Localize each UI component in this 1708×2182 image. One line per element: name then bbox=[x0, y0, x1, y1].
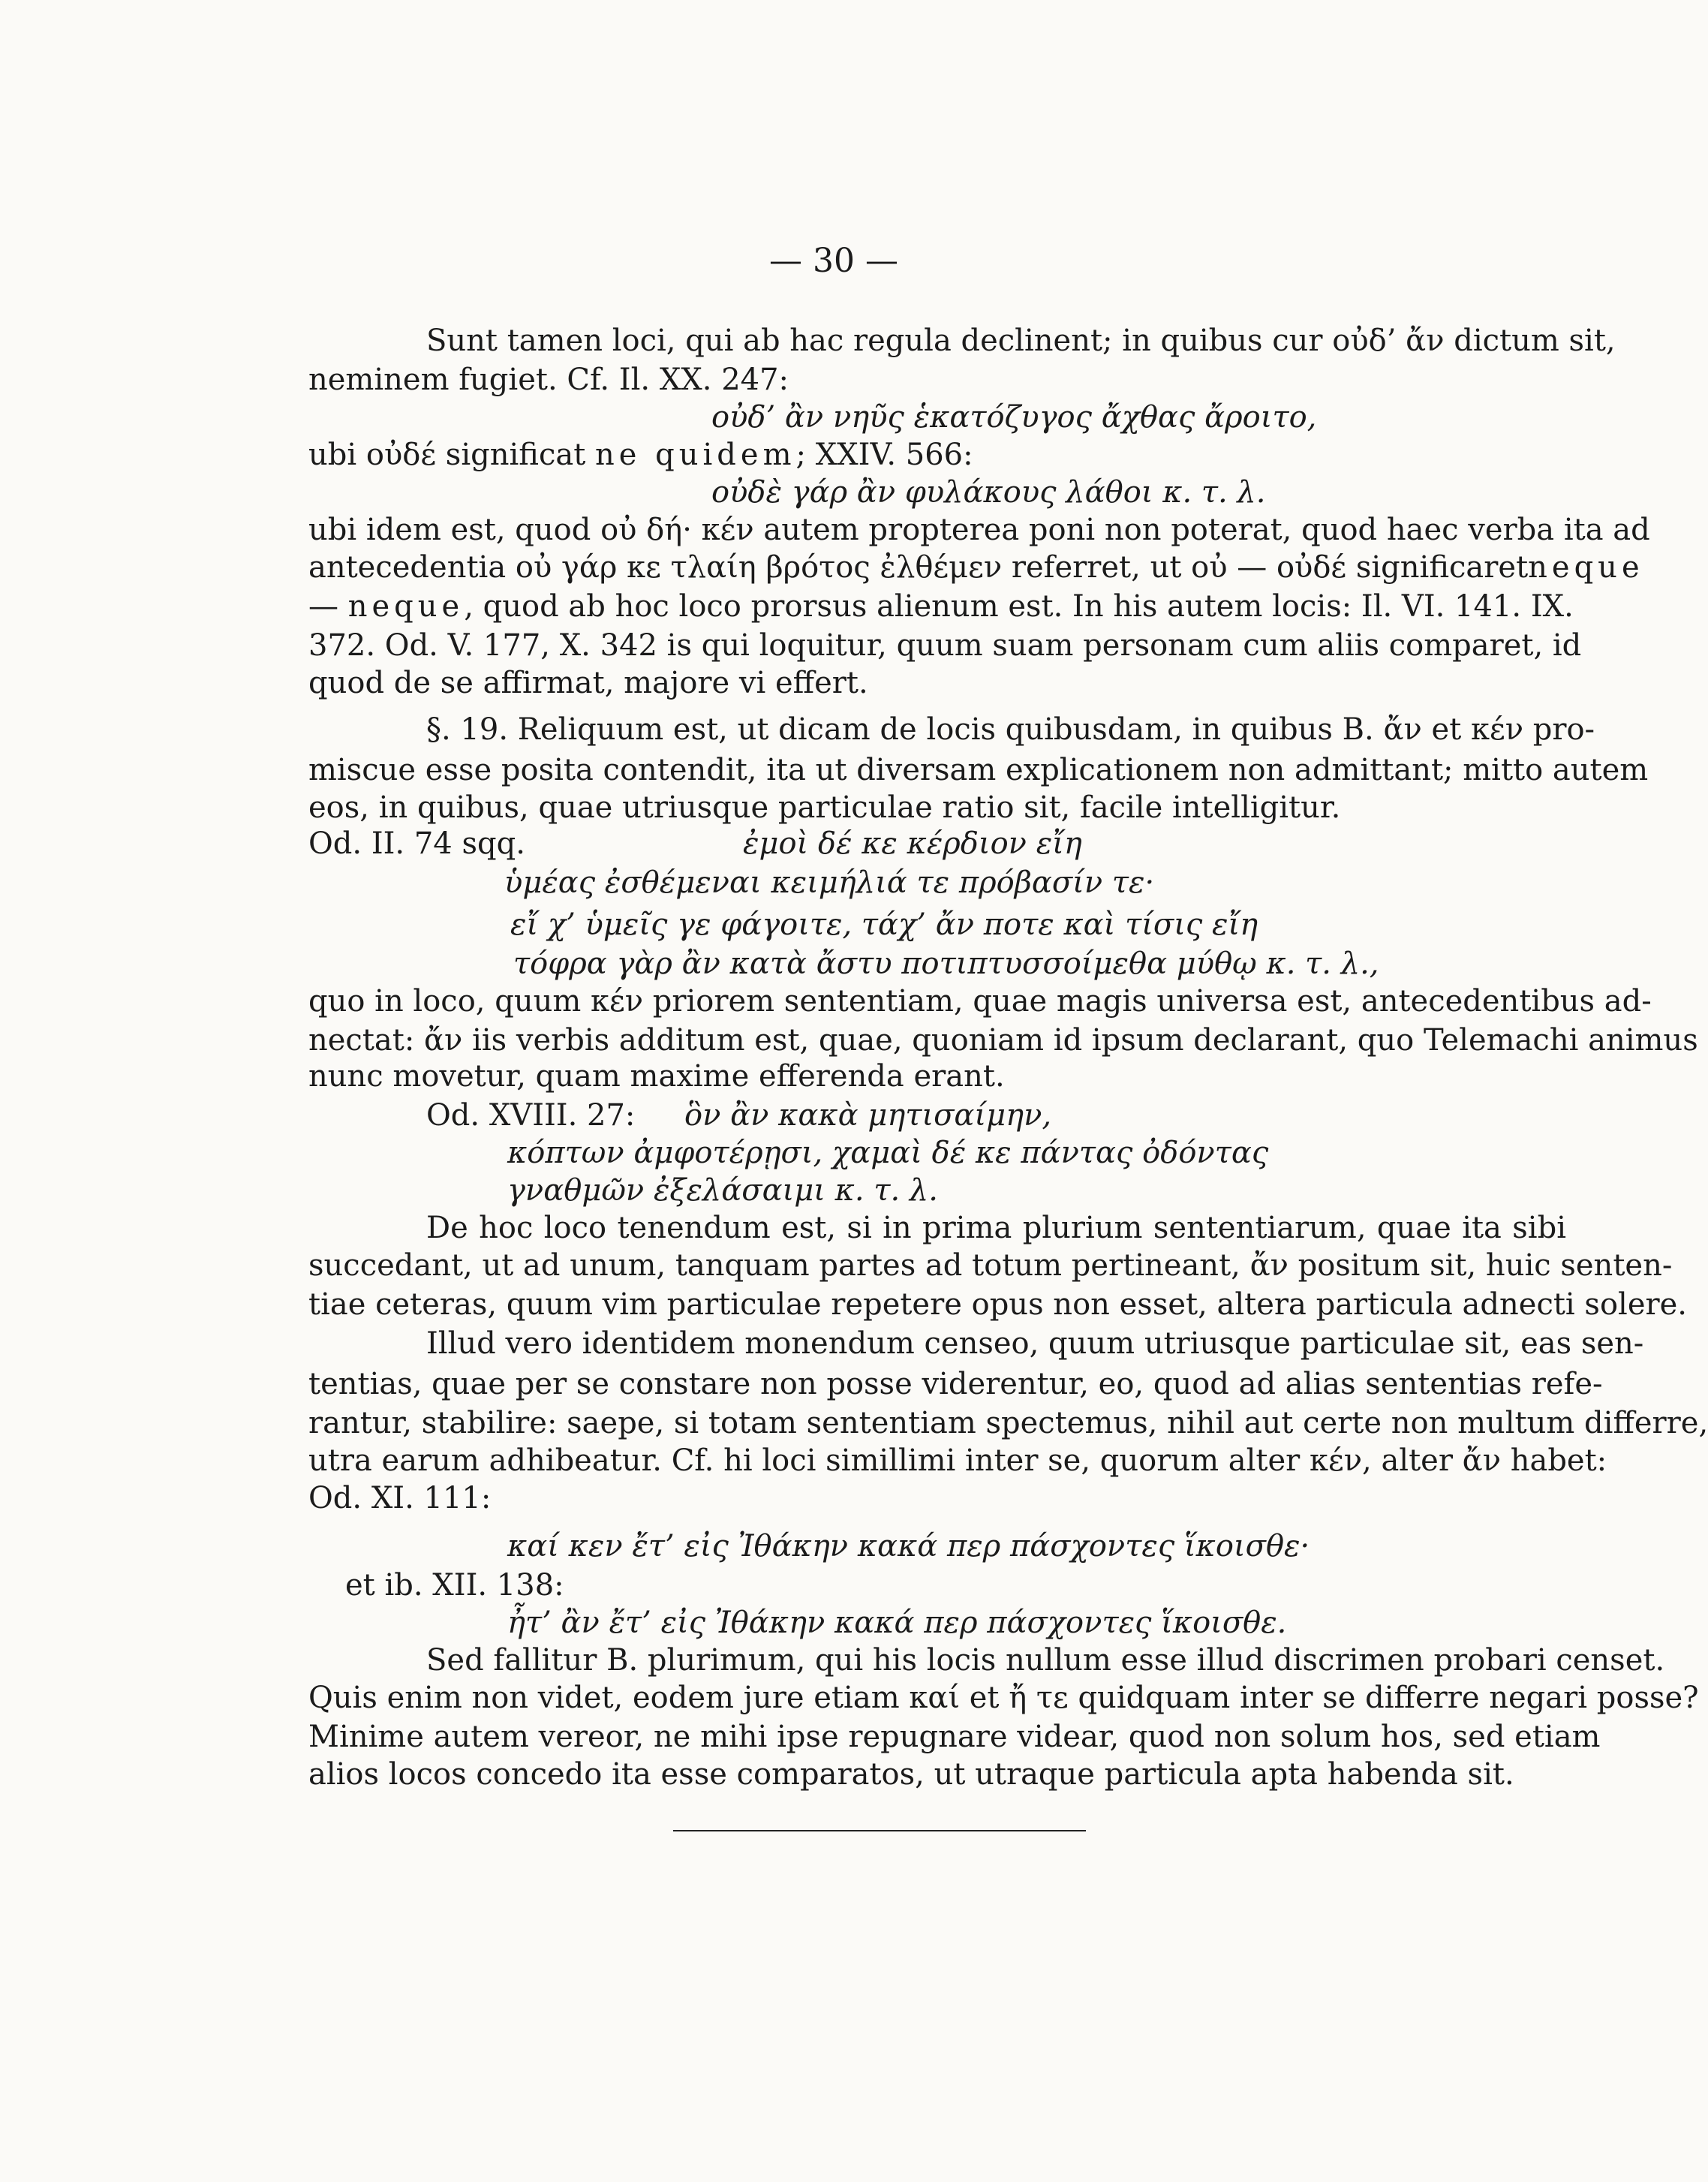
text-line: De hoc loco tenendum est, si in prima plurium sententiarum, quae ita sibi bbox=[426, 1211, 1566, 1245]
text-span: ; XXIV. 566: bbox=[795, 438, 973, 472]
text-line: 372. Od. V. 177, X. 342 is qui loquitur, quum suam personam cum aliis comparet, id bbox=[308, 628, 1582, 663]
text-line: neminem fugiet. Cf. Il. XX. 247: bbox=[308, 363, 789, 397]
greek-quote: ἦτ’ ἂν ἔτ’ εἰς Ἰθάκην κακά περ πάσχοντες ἵκοισθε. bbox=[507, 1606, 1287, 1640]
reference: et ib. XII. 138: bbox=[345, 1568, 564, 1603]
text-line: rantur, stabilire: saepe, si totam sententiam spectemus, nihil aut certe non multum differre, bbox=[308, 1406, 1708, 1440]
greek-quote: κόπτων ἀμφοτέρῃσι, χαμαὶ δέ κε πάντας ὀδόντας bbox=[507, 1136, 1269, 1170]
greek-quote: καί κεν ἔτ’ εἰς Ἰθάκην κακά περ πάσχοντες ἵκοισθε· bbox=[507, 1529, 1310, 1564]
text-line bbox=[308, 435, 1566, 474]
emphasis-span: ne quidem bbox=[595, 438, 796, 472]
text-line: ubi idem est, quod οὐ δή· κέν autem propterea poni non poterat, quod haec verba ita ad bbox=[308, 513, 1650, 547]
greek-quote: γναθμῶν ἐξελάσαιμι κ. τ. λ. bbox=[507, 1173, 938, 1208]
text-span: ubi οὐδέ significat bbox=[308, 438, 586, 472]
text-line: Sed fallitur B. plurimum, qui his locis nullum esse illud discrimen probari censet. bbox=[426, 1643, 1665, 1678]
greek-quote: οὐδ’ ἂν νηῦς ἑκατόζυγος ἄχθας ἄροιτο, bbox=[711, 400, 1317, 435]
reference: Od. XI. 111: bbox=[308, 1481, 492, 1515]
reference: Od. XVIII. 27: bbox=[426, 1098, 636, 1133]
text-line bbox=[308, 587, 1574, 626]
text-span: — bbox=[308, 589, 338, 624]
text-line: utra earum adhibeatur. Cf. hi loci simillimi inter se, quorum alter κέν, alter ἄν habet: bbox=[308, 1443, 1607, 1478]
text-span: antecedentia οὐ γάρ κε τλαίη βρότος ἐλθέμεν referret, ut οὐ — οὐδέ significaret bbox=[308, 550, 1529, 585]
text-line: §. 19. Reliquum est, ut dicam de locis quibusdam, in quibus B. ἄν et κέν pro- bbox=[426, 712, 1595, 747]
text-line: eos, in quibus, quae utriusque particulae ratio sit, facile intelligitur. bbox=[308, 790, 1341, 825]
emphasis-span: neque bbox=[347, 589, 465, 624]
text-line: quod de se affirmat, majore vi effert. bbox=[308, 666, 868, 700]
page-number: — 30 — bbox=[769, 242, 898, 280]
text-line: nectat: ἄν iis verbis additum est, quae, quoniam id ipsum declarant, quo Telemachi animus bbox=[308, 1023, 1698, 1058]
text-line: alios locos concedo ita esse comparatos, ut utraque particula apta habenda sit. bbox=[308, 1757, 1514, 1792]
emphasis-span: neque bbox=[1528, 550, 1644, 585]
text-line: nunc movetur, quam maxime efferenda erant. bbox=[308, 1059, 1005, 1094]
greek-quote: οὐδὲ γάρ ἂν φυλάκους λάθοι κ. τ. λ. bbox=[711, 475, 1266, 510]
greek-quote: τόφρα γὰρ ἂν κατὰ ἄστυ ποτιπτυσσοίμεθα μύθῳ κ. τ. λ., bbox=[513, 947, 1379, 981]
text-span: , quod ab hoc loco prorsus alienum est. In his autem locis: Il. VI. 141. IX. bbox=[464, 589, 1574, 624]
text-line: Illud vero identidem monendum censeo, quum utriusque particulae sit, eas sen- bbox=[426, 1326, 1644, 1361]
reference: Od. II. 74 sqq. bbox=[308, 826, 525, 861]
text-line: Quis enim non videt, eodem jure etiam καί et ἤ τε quidquam inter se differre negari posse? bbox=[308, 1681, 1699, 1715]
greek-quote: ὑμέας ἐσθέμεναι κειμήλιά τε πρόβασίν τε· bbox=[504, 865, 1155, 900]
greek-quote: ὃν ἂν κακὰ μητισαίμην, bbox=[684, 1098, 1052, 1133]
text-line: quo in loco, quum κέν priorem sententiam, quae magis universa est, antecedentibus ad- bbox=[308, 984, 1652, 1019]
text-line: tentias, quae per se constare non posse viderentur, eo, quod ad alias sententias refe- bbox=[308, 1367, 1603, 1401]
text-line bbox=[308, 548, 1644, 587]
footer-rule bbox=[673, 1830, 1086, 1831]
text-line: tiae ceteras, quum vim particulae repetere opus non esset, altera particula adnecti solere. bbox=[308, 1287, 1688, 1322]
text-line: succedant, ut ad unum, tanquam partes ad totum pertineant, ἄν positum sit, huic senten- bbox=[308, 1248, 1673, 1283]
text-line: Sunt tamen loci, qui ab hac regula declinent; in quibus cur οὐδ’ ἄν dictum sit, bbox=[426, 324, 1616, 358]
greek-quote: εἴ χ’ ὑμεῖς γε φάγοιτε, τάχ’ ἄν ποτε καὶ τίσις εἴη bbox=[510, 907, 1258, 942]
text-line: Minime autem vereor, ne mihi ipse repugnare videar, quod non solum hos, sed etiam bbox=[308, 1720, 1601, 1754]
text-line: miscue esse posita contendit, ita ut diversam explicationem non admittant; mitto autem bbox=[308, 753, 1649, 787]
greek-quote: ἐμοὶ δέ κε κέρδιον εἴη bbox=[743, 826, 1082, 861]
